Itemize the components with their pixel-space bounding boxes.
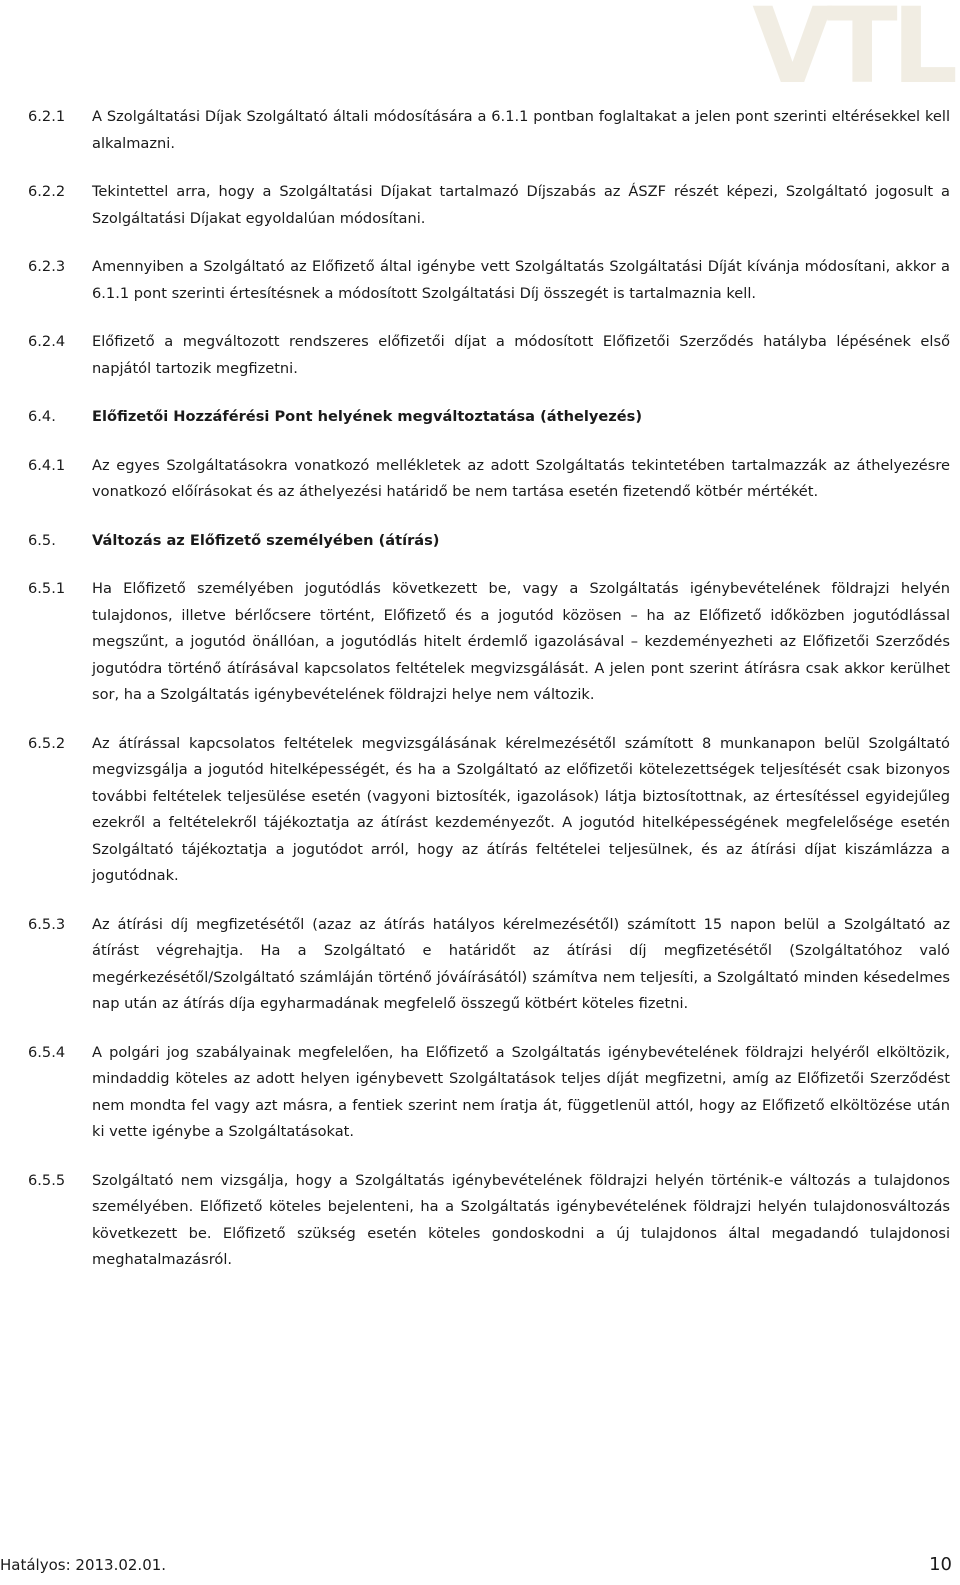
- section-number: 6.2.1: [28, 108, 66, 125]
- section-text: Az egyes Szolgáltatásokra vonatkozó mellékletek az adott Szolgáltatás tekintetében tartalmazzák az áthelyezésre vonatkozó előírásokat és az áthelyezési határidő be nem tartása esetén fizetendő kötbér mértékét.: [92, 456, 950, 500]
- page-number: 10: [929, 1554, 952, 1575]
- section-number: 6.5.1: [28, 580, 66, 597]
- section-text: Amennyiben a Szolgáltató az Előfizető által igénybe vett Szolgáltatás Szolgáltatási Díját kívánja módosítani, akkor a 6.1.1 pont szerinti értesítésnek a módosított Szolgáltatási Díj összegét is tartalmaznia kell.: [92, 258, 950, 302]
- section-6-4-1: [28, 453, 950, 506]
- section-6-2-3: [28, 254, 950, 307]
- section-number: 6.5.5: [28, 1171, 66, 1189]
- section-text: Ha Előfizető személyében jogutódlás következett be, vagy a Szolgáltatás igénybevételének földrajzi helyén tulajdonos, illetve bérlőcsere történt, Előfizető és a jogutód közösen – ha az Előfizető időközben jogutódlással megszűnt, a jogutód önállóan, a jogutódlás hitelt érdemlő igazolásával – kezdeményezheti az Előfizetői Szerződés jogutódra történő átírásával kapcsolatos feltételek megvizsgálását. A jelen pont szerint átírásra csak akkor kerülhet sor, ha a Szolgáltatás igénybevételének földrajzi helye nem változik.: [92, 580, 950, 703]
- section-6-2-2: [28, 179, 950, 232]
- document-body: [28, 104, 950, 1296]
- section-6-5-5: [28, 1168, 950, 1274]
- section-6-5-3: [28, 912, 950, 1018]
- section-text: Előfizető a megváltozott rendszeres előfizetői díjat a módosított Előfizetői Szerződés hatályba lépésének első napjától tartozik megfizetni.: [92, 333, 950, 377]
- section-text: A Szolgáltatási Díjak Szolgáltató általi módosítására a 6.1.1 pontban foglaltakat a jelen pont szerinti eltérésekkel kell alkalmazni.: [92, 108, 950, 152]
- heading-number: 6.4.: [28, 408, 56, 425]
- section-text: Szolgáltató nem vizsgálja, hogy a Szolgáltatás igénybevételének földrajzi helyén történik-e változás a tulajdonos személyében. Előfizető köteles bejelenteni, ha a Szolgáltatás igénybevételének földrajzi helyén tulajdonosváltozás következett be. Előfizető szükség esetén köteles gondoskodni a új tulajdonos által megadandó tulajdonosi meghatalmazásról.: [92, 1171, 950, 1268]
- heading-title: Előfizetői Hozzáférési Pont helyének megváltoztatása (áthelyezés): [92, 408, 643, 425]
- section-number: 6.5.2: [28, 734, 66, 752]
- section-text: Tekintettel arra, hogy a Szolgáltatási Díjakat tartalmazó Díjszabás az ÁSZF részét képezi, Szolgáltató jogosult a Szolgáltatási Díjakat egyoldalúan módosítani.: [92, 183, 950, 227]
- section-number: 6.2.3: [28, 258, 66, 275]
- section-6-5-2: [28, 731, 950, 890]
- heading-title: Változás az Előfizető személyében (átírás): [92, 531, 440, 549]
- effective-date: Hatályos: 2013.02.01.: [0, 1556, 167, 1574]
- section-6-5-4: [28, 1040, 950, 1146]
- section-number: 6.2.4: [28, 333, 66, 350]
- section-text: A polgári jog szabályainak megfelelően, ha Előfizető a Szolgáltatás igénybevételének földrajzi helyéről elköltözik, mindaddig köteles az adott helyen igénybevett Szolgáltatások teljes díját megfizetni, amíg az Előfizetői Szerződést nem mondta fel vagy azt másra, a fentiek szerint nem íratja át, függetlenül attól, hogy az Előfizető elköltözése után ki vette igénybe a Szolgáltatásokat.: [92, 1043, 950, 1140]
- section-6-2-1: [28, 104, 950, 157]
- vtl-watermark-logo: VTL: [752, 0, 952, 107]
- section-6-5-1: [28, 576, 950, 709]
- section-number: 6.4.1: [28, 456, 66, 474]
- heading-6-4: [28, 404, 950, 431]
- section-number: 6.5.3: [28, 915, 66, 933]
- section-6-2-4: [28, 329, 950, 382]
- section-number: 6.5.4: [28, 1043, 66, 1061]
- heading-number: 6.5.: [28, 531, 56, 549]
- heading-6-5: [28, 528, 950, 555]
- section-text: Az átírási díj megfizetésétől (azaz az átírás hatályos kérelmezésétől) számított 15 napon belül a Szolgáltató az átírást végrehajtja. Ha a Szolgáltató e határidőt az átírási díj megfizetésétől (Szolgáltatóhoz való megérkezésétől/Szolgáltató számláján történő jóváírásától) számítva nem teljesíti, a Szolgáltató minden késedelmes nap után az átírás díja egyharmadának megfelelő összegű kötbért köteles fizetni.: [92, 915, 950, 1012]
- section-text: Az átírással kapcsolatos feltételek megvizsgálásának kérelmezésétől számított 8 munkanapon belül Szolgáltató megvizsgálja a jogutód hitelképességét, és ha a Szolgáltató az előfizetői kötelezettségek teljesítését csak bizonyos további feltételek teljesülése esetén (vagyoni biztosíték, igazolások) látja biztosítottnak, az értesítéssel egyidejűleg ezekről a feltételekről tájékoztatja az átírást kezdeményezőt. A jogutód hitelképességének megfelelősége esetén Szolgáltató tájékoztatja a jogutódot arról, hogy az átírás feltételei teljesülnek, és az átírási díjat kiszámlázza a jogutódnak.: [92, 734, 950, 884]
- section-number: 6.2.2: [28, 183, 66, 200]
